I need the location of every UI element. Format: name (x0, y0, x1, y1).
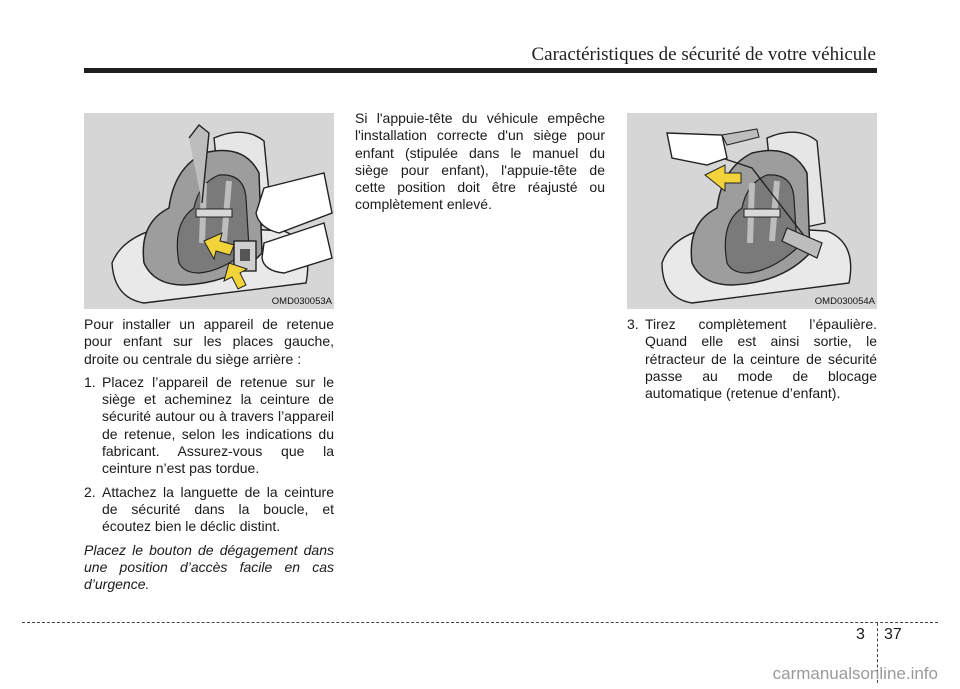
footer-rule (22, 622, 938, 623)
step-number: 2. (84, 483, 96, 500)
page-header-title: Caractéristiques de sécurité de votre véhicule (531, 44, 876, 65)
figure-code: OMD030054A (814, 296, 875, 307)
figure-child-seat-shoulder-belt (627, 113, 877, 309)
figure-child-seat-buckle (84, 113, 334, 309)
step-1 (84, 374, 334, 478)
child-seat-shoulder-belt-icon (627, 113, 877, 309)
step-2 (84, 484, 334, 536)
step-number: 3. (627, 316, 639, 332)
watermark: carmanualsonline.info (772, 664, 938, 683)
right-column (627, 316, 877, 408)
middle-column (355, 110, 605, 220)
step-text: Tirez complètement l’épaulière. Quand elle est ainsi sortie, le rétracteur de la ceinture de sécurité passe au mode de blocage automatique (retenue d’enfant). (645, 316, 877, 402)
section-number: 3 (856, 626, 865, 643)
note-paragraph: Placez le bouton de dégagement dans une position d’accès facile en cas d’urgence. (84, 541, 334, 593)
intro-paragraph: Pour installer un appareil de retenue pour enfant sur les places gauche, droite ou centrale du siège arrière : (84, 316, 334, 367)
step-3 (627, 316, 877, 402)
figure-code: OMD030053A (271, 296, 332, 307)
left-column (84, 316, 334, 599)
page-number: 37 (884, 626, 902, 643)
header-rule (84, 68, 877, 73)
child-seat-buckle-icon (84, 113, 334, 309)
step-text: Attachez la languette de la ceinture de sécurité dans la boucle, et écoutez bien le déclic distint. (102, 483, 334, 535)
step-text: Placez l’appareil de retenue sur le siège et acheminez la ceinture de sécurité autour ou à travers l’appareil de retenue, selon les indications du fabricant. Assurez-vous que la ceinture n’est pas tordue. (102, 373, 334, 477)
step-number: 1. (84, 373, 96, 390)
headrest-paragraph: Si l'appuie-tête du véhicule empêche l'installation correcte d'un siège pour enfant (stipulée dans le manuel du siège pour enfant), l'appuie-tête de cette position doit être réajusté ou complètement enlevé. (355, 110, 605, 213)
